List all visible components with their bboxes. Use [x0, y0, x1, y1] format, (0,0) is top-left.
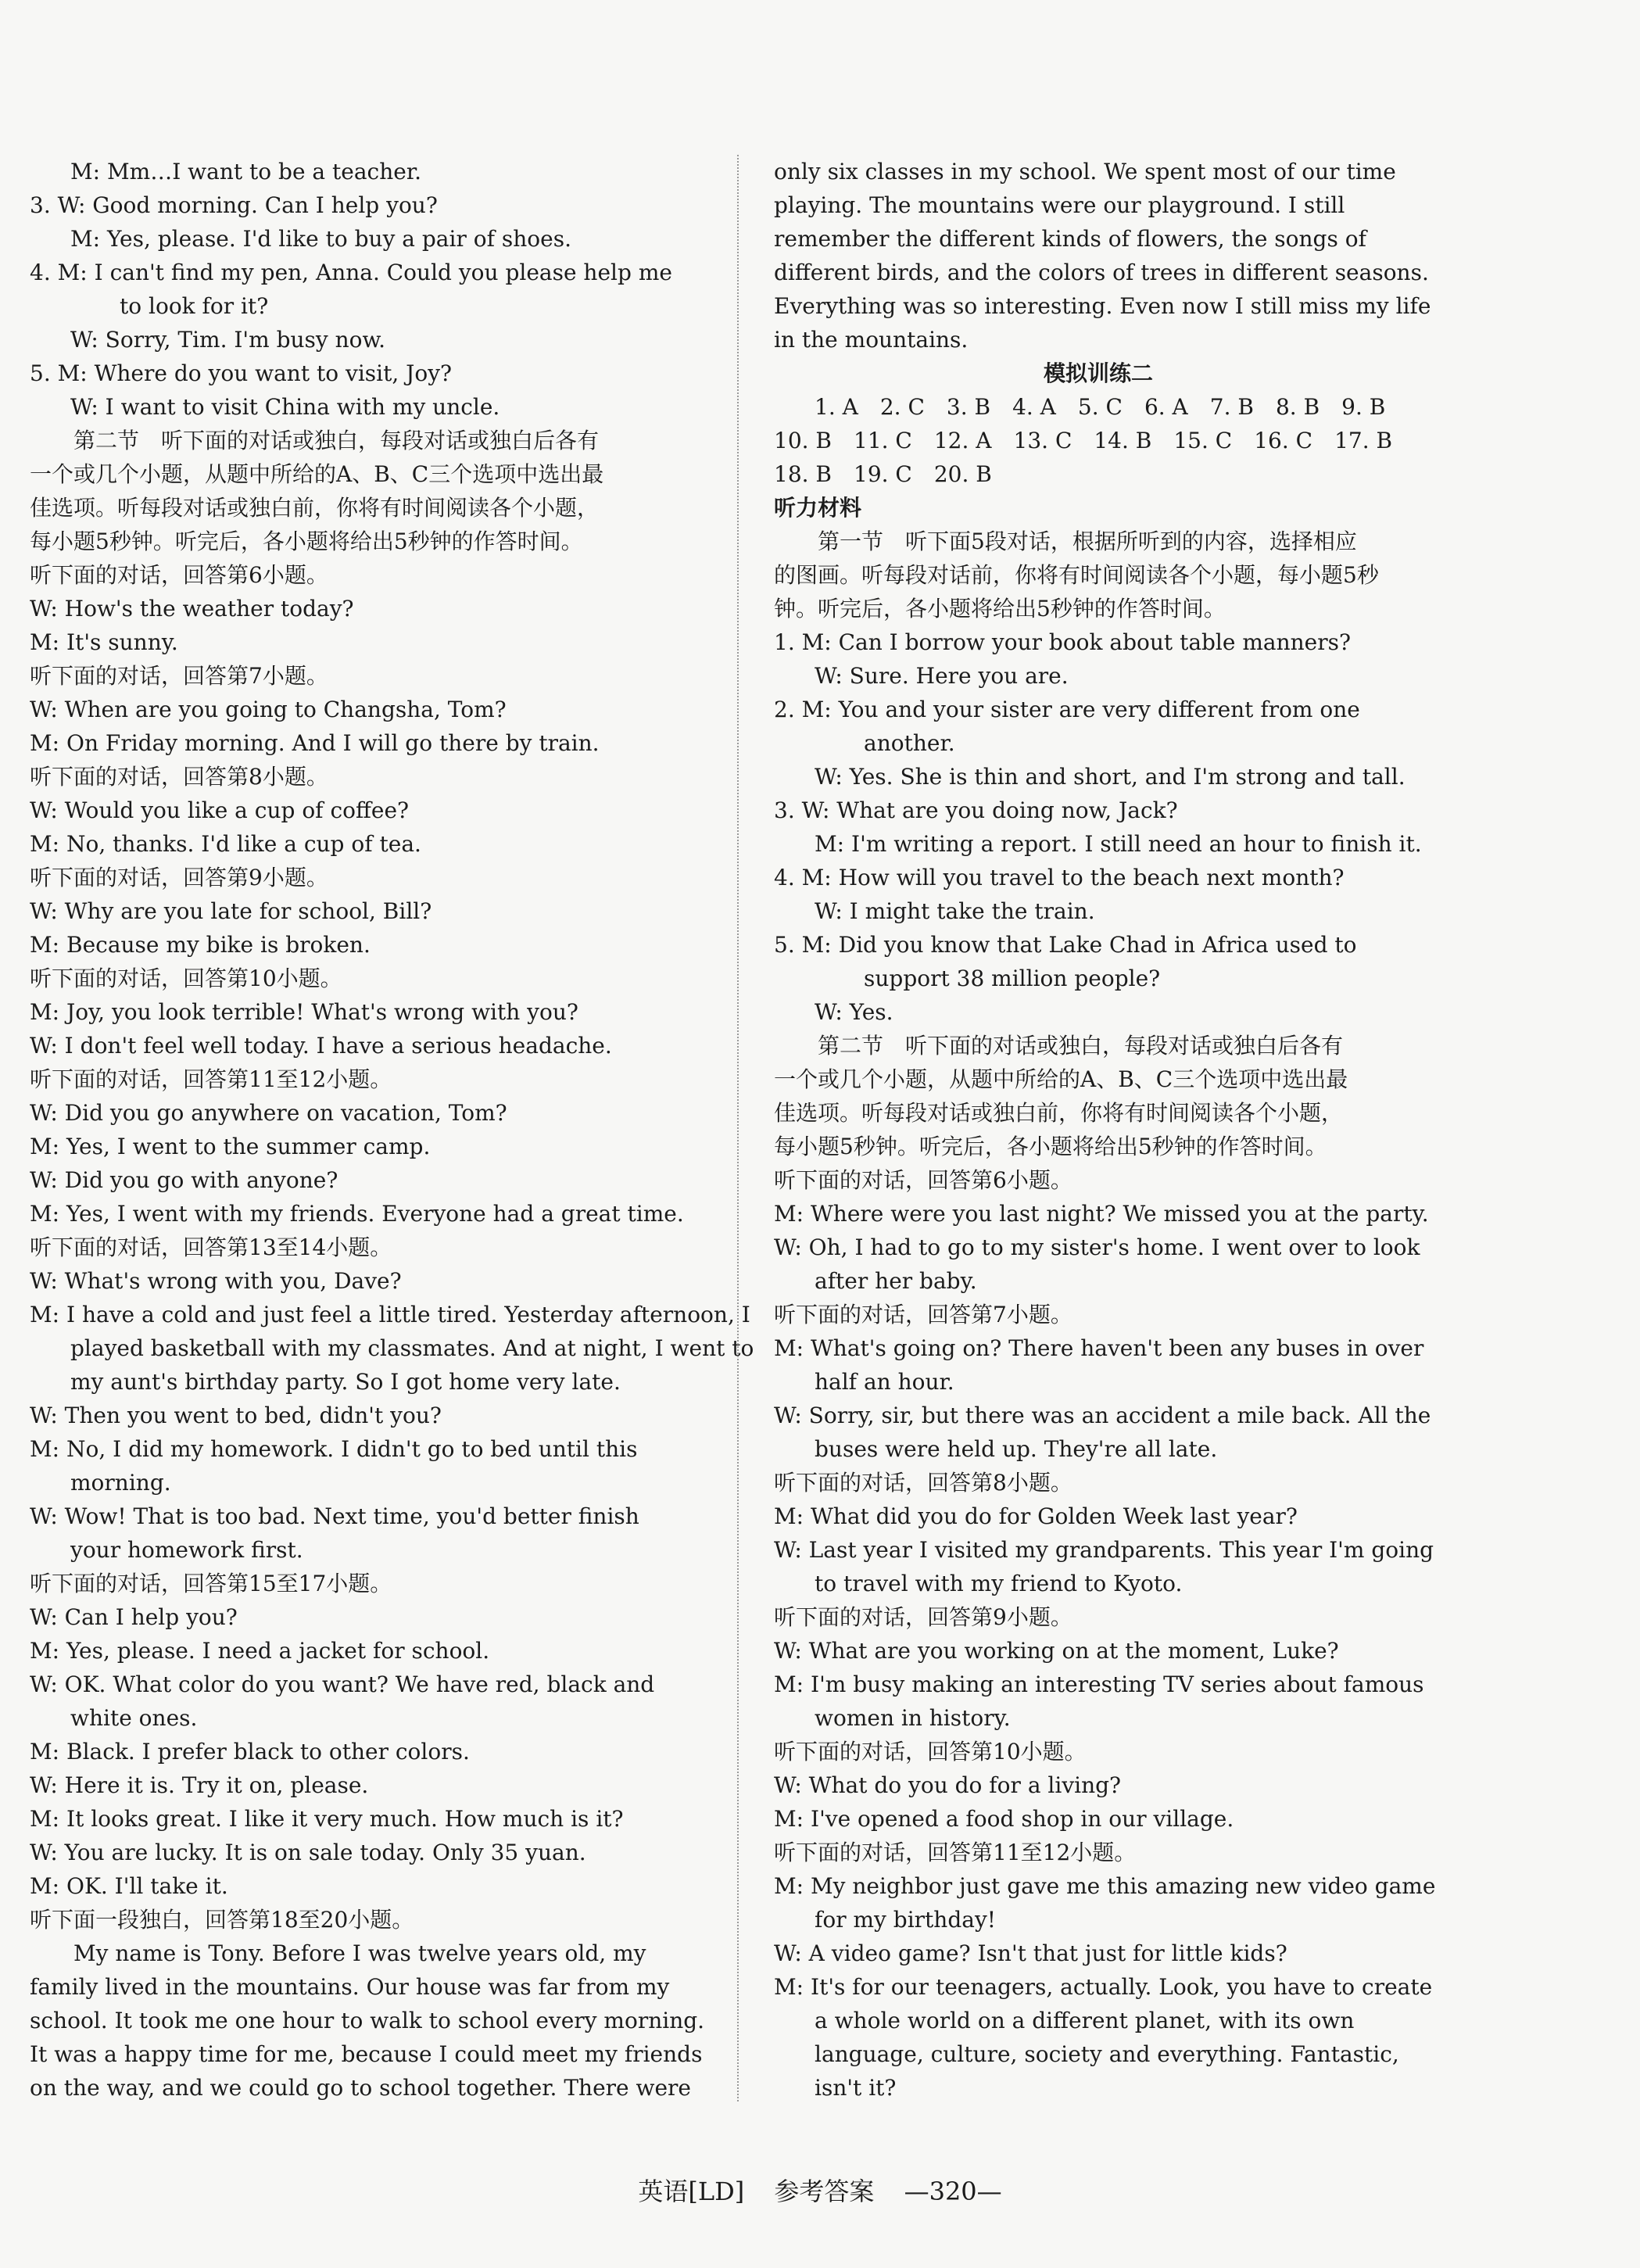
column-divider	[737, 155, 739, 2101]
text-line: 听下面的对话，回答第6小题。	[30, 562, 328, 588]
text-line: W: Would you like a cup of coffee?	[30, 797, 410, 823]
text-line: 佳选项。听每段对话或独白前，你将有时间阅读各个小题，	[30, 495, 600, 521]
text-line: M: I'm writing a report. I still need an hour to finish it.	[815, 831, 1422, 857]
text-line: 听下面的对话，回答第6小题。	[774, 1167, 1072, 1193]
text-line: 佳选项。听每段对话或独白前，你将有时间阅读各个小题，	[774, 1100, 1344, 1126]
text-line: M: Yes, I went to the summer camp.	[30, 1134, 431, 1159]
text-line: 听下面的对话，回答第8小题。	[774, 1470, 1072, 1496]
text-line: only six classes in my school. We spent most of our time	[774, 159, 1396, 185]
text-line: 听下面的对话，回答第11至12小题。	[30, 1066, 392, 1092]
text-line: M: What's going on? There haven't been any buses in over	[774, 1335, 1424, 1361]
text-line: W: Sorry, Tim. I'm busy now.	[70, 327, 386, 353]
text-line: Everything was so interesting. Even now I still miss my life	[774, 293, 1431, 319]
text-line: M: OK. I'll take it.	[30, 1873, 228, 1899]
text-line: M: I'm busy making an interesting TV series about famous	[774, 1671, 1424, 1697]
text-line: M: No, I did my homework. I didn't go to bed until this	[30, 1436, 638, 1462]
text-line: white ones.	[70, 1705, 198, 1731]
text-line: 听下面的对话，回答第11至12小题。	[774, 1840, 1137, 1865]
right-column	[774, 155, 1436, 2105]
text-line: 听下面的对话，回答第7小题。	[774, 1302, 1072, 1327]
text-line: W: OK. What color do you want? We have red, black and	[30, 1671, 655, 1697]
text-line: support 38 million people?	[864, 966, 1161, 991]
text-line: 听下面的对话，回答第9小题。	[30, 865, 328, 890]
text-line: M: On Friday morning. And I will go there by train.	[30, 730, 600, 756]
text-line: W: Can I help you?	[30, 1604, 238, 1630]
text-line: M: Yes, please. I'd like to buy a pair of shoes.	[70, 226, 571, 252]
text-line: family lived in the mountains. Our house was far from my	[30, 1974, 670, 2000]
left-column	[30, 155, 754, 2105]
footer-label: 参考答案	[774, 2177, 875, 2206]
text-line: 一个或几个小题，从题中所给的A、B、C三个选项中选出最	[30, 461, 604, 487]
text-line: W: Why are you late for school, Bill?	[30, 898, 432, 924]
text-line: to look for it?	[120, 293, 269, 319]
text-line: W: Sorry, sir, but there was an accident a mile back. All the	[774, 1403, 1431, 1428]
text-line: 18. B 19. C 20. B	[774, 461, 992, 487]
text-line: W: What's wrong with you, Dave?	[30, 1268, 402, 1294]
page-number: —320—	[904, 2177, 1002, 2206]
text-line: M: I have a cold and just feel a little tired. Yesterday afternoon, I	[30, 1302, 750, 1327]
text-line: M: It's for our teenagers, actually. Look, you have to create	[774, 1974, 1433, 2000]
text-line: M: Mm…I want to be a teacher.	[70, 159, 422, 185]
text-line: W: When are you going to Changsha, Tom?	[30, 697, 507, 722]
text-line: women in history.	[815, 1705, 1011, 1731]
text-line: 钟。听完后，各小题将给出5秒钟的作答时间。	[774, 596, 1226, 622]
text-line: W: You are lucky. It is on sale today. Only 35 yuan.	[30, 1840, 586, 1865]
text-line: M: Joy, you look terrible! What's wrong with you?	[30, 999, 578, 1025]
text-line: 每小题5秒钟。听完后，各小题将给出5秒钟的作答时间。	[30, 528, 583, 554]
text-line: 2. M: You and your sister are very different from one	[774, 697, 1360, 722]
text-line: 4. M: How will you travel to the beach next month?	[774, 865, 1345, 890]
text-line: 听下面一段独白，回答第18至20小题。	[30, 1907, 414, 1933]
text-line: isn't it?	[815, 2075, 897, 2101]
text-line: 一个或几个小题，从题中所给的A、B、C三个选项中选出最	[774, 1066, 1348, 1092]
text-line: W: Sure. Here you are.	[815, 663, 1069, 689]
text-line: W: Then you went to bed, didn't you?	[30, 1403, 442, 1428]
text-line: your homework first.	[70, 1537, 303, 1563]
page-footer	[0, 2172, 1640, 2208]
text-line: 听下面的对话，回答第13至14小题。	[30, 1234, 392, 1260]
text-line: M: My neighbor just gave me this amazing new video game	[774, 1873, 1436, 1899]
text-line: W: Yes. She is thin and short, and I'm strong and tall.	[815, 764, 1405, 790]
text-line: W: What are you working on at the moment, Luke?	[774, 1638, 1339, 1664]
text-line: My name is Tony. Before I was twelve years old, my	[73, 1940, 646, 1966]
text-line: played basketball with my classmates. And at night, I went to	[70, 1335, 754, 1361]
text-line: 3. W: Good morning. Can I help you?	[30, 192, 438, 218]
text-line: remember the different kinds of flowers, the songs of	[774, 226, 1366, 252]
text-line: W: What do you do for a living?	[774, 1772, 1122, 1798]
text-line: W: I might take the train.	[815, 898, 1095, 924]
text-line: W: Last year I visited my grandparents. This year I'm going	[774, 1537, 1434, 1563]
text-line: playing. The mountains were our playground. I still	[774, 192, 1345, 218]
text-line: M: Yes, I went with my friends. Everyone had a great time.	[30, 1201, 684, 1227]
text-line: for my birthday!	[815, 1907, 997, 1933]
text-line: W: A video game? Isn't that just for little kids?	[774, 1940, 1287, 1966]
text-line: 听力材料	[774, 495, 862, 521]
text-line: 第二节 听下面的对话或独白，每段对话或独白后各有	[818, 1033, 1344, 1059]
footer-subject: 英语[LD]	[638, 2177, 745, 2206]
text-line: W: I don't feel well today. I have a serious headache.	[30, 1033, 612, 1059]
text-line: W: Did you go anywhere on vacation, Tom?	[30, 1100, 507, 1126]
text-line: W: Yes.	[815, 999, 893, 1025]
text-line: 听下面的对话，回答第7小题。	[30, 663, 328, 689]
text-line: 听下面的对话，回答第15至17小题。	[30, 1571, 392, 1596]
text-line: after her baby.	[815, 1268, 977, 1294]
text-line: M: No, thanks. I'd like a cup of tea.	[30, 831, 421, 857]
text-line: 的图画。听每段对话前，你将有时间阅读各个小题，每小题5秒	[774, 562, 1379, 588]
text-line: 听下面的对话，回答第10小题。	[30, 966, 342, 991]
text-line: a whole world on a different planet, with its own	[815, 2008, 1355, 2033]
text-line: M: It's sunny.	[30, 629, 178, 655]
text-line: W: Did you go with anyone?	[30, 1167, 338, 1193]
text-line: 每小题5秒钟。听完后，各小题将给出5秒钟的作答时间。	[774, 1134, 1327, 1159]
text-line: W: How's the weather today?	[30, 596, 354, 622]
text-line: language, culture, society and everything. Fantastic,	[815, 2041, 1399, 2067]
text-line: 1. M: Can I borrow your book about table manners?	[774, 629, 1352, 655]
text-line: half an hour.	[815, 1369, 954, 1395]
text-line: 10. B 11. C 12. A 13. C 14. B 15. C 16. C 17. B	[774, 428, 1393, 453]
text-line: buses were held up. They're all late.	[815, 1436, 1218, 1462]
text-line: 第一节 听下面5段对话，根据所听到的内容，选择相应	[818, 528, 1357, 554]
text-line: different birds, and the colors of trees in different seasons.	[774, 260, 1429, 285]
text-line: 5. M: Where do you want to visit, Joy?	[30, 360, 453, 386]
text-line: another.	[864, 730, 955, 756]
text-line: to travel with my friend to Kyoto.	[815, 1571, 1183, 1596]
text-line: 5. M: Did you know that Lake Chad in Africa used to	[774, 932, 1357, 958]
text-line: M: Black. I prefer black to other colors.	[30, 1739, 470, 1765]
text-line: M: I've opened a food shop in our village.	[774, 1806, 1234, 1832]
text-line: 1. A 2. C 3. B 4. A 5. C 6. A 7. B 8. B 9. B	[815, 394, 1386, 420]
text-line: 第二节 听下面的对话或独白，每段对话或独白后各有	[73, 428, 600, 453]
text-line: It was a happy time for me, because I could meet my friends	[30, 2041, 703, 2067]
text-line: 3. W: What are you doing now, Jack?	[774, 797, 1178, 823]
text-line: 模拟训练二	[1043, 360, 1153, 386]
text-line: 听下面的对话，回答第9小题。	[774, 1604, 1072, 1630]
text-line: M: Yes, please. I need a jacket for school.	[30, 1638, 490, 1664]
text-line: 4. M: I can't find my pen, Anna. Could you please help me	[30, 260, 672, 285]
text-line: M: It looks great. I like it very much. How much is it?	[30, 1806, 624, 1832]
text-line: W: I want to visit China with my uncle.	[70, 394, 500, 420]
text-line: W: Oh, I had to go to my sister's home. I went over to look	[774, 1234, 1420, 1260]
text-line: school. It took me one hour to walk to school every morning.	[30, 2008, 705, 2033]
text-line: W: Wow! That is too bad. Next time, you'd better finish	[30, 1503, 639, 1529]
text-line: M: Where were you last night? We missed you at the party.	[774, 1201, 1429, 1227]
text-line: my aunt's birthday party. So I got home very late.	[70, 1369, 621, 1395]
text-line: on the way, and we could go to school together. There were	[30, 2075, 691, 2101]
text-line: M: Because my bike is broken.	[30, 932, 371, 958]
text-line: in the mountains.	[774, 327, 969, 353]
text-line: morning.	[70, 1470, 171, 1496]
text-line: 听下面的对话，回答第8小题。	[30, 764, 328, 790]
text-line: W: Here it is. Try it on, please.	[30, 1772, 369, 1798]
text-line: M: What did you do for Golden Week last year?	[774, 1503, 1298, 1529]
text-line: 听下面的对话，回答第10小题。	[774, 1739, 1087, 1765]
